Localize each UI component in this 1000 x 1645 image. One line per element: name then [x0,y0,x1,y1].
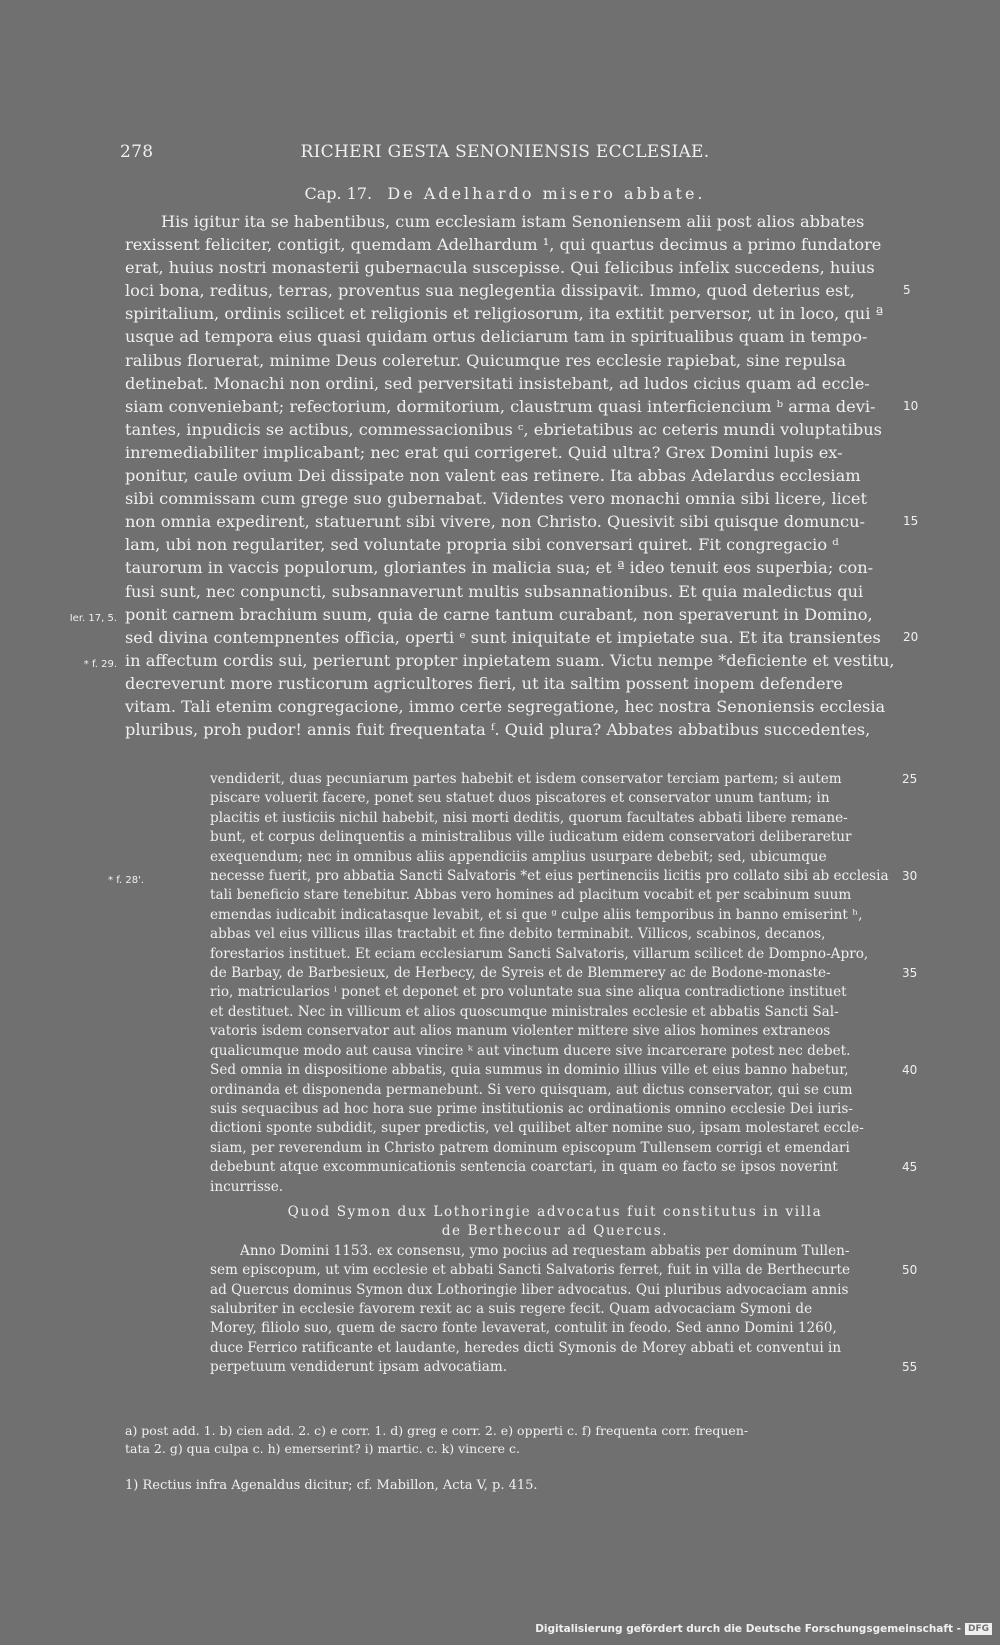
text-line [210,770,918,789]
text-line [125,487,895,510]
line-text: in affectum cordis sui, perierunt propter inpietatem suam. Victu nempe *deficiente et vestitu, [125,650,895,670]
dfg-logo: DFG [965,1623,992,1635]
line-number: 10 [903,398,919,413]
line-number: 25 [902,772,918,786]
line-number: 40 [902,1063,918,1078]
text-line [125,556,895,579]
chapter-label: Cap. 17. [304,184,373,203]
text-line [125,233,895,256]
line-text: vitam. Tali etenim congregacione, immo certe segregatione, hec nostra Senoniensis ecclesia [125,696,886,716]
line-text: et destituet. Nec in villicum et alios quoscumque ministrales ecclesie et abbatis Sancti Sal- [210,1003,839,1020]
line-text: tali beneficio stare tenebitur. Abbas vero homines ad placitum vocabit et per scabinum suum [210,887,852,904]
text-line [69,603,895,626]
line-text: ordinanda et disponenda permanebunt. Si vero quisquam, aut dictus conservator, qui se cum [210,1081,853,1098]
line-text: decreverunt more rusticorum agricultores fieri, ut ita saltim possent inopem defendere [125,673,843,693]
line-text: tantes, inpudicis se actibus, commessacionibus ᶜ, ebrietatibus ac ceteris mundi voluptatibus [125,419,882,439]
line-text: erat, huius nostri monasterii gubernacula suscepisse. Qui felicibus infelix succedens, huius [125,258,875,278]
line-text: vatoris isdem conservator aut alios manum violenter mittere sive alios homines extraneos [210,1023,831,1040]
line-text: taurorum in vaccis populorum, gloriantes in malicia sua; et ª ideo tenuit eos superbia; con- [125,558,874,578]
text-line [125,372,895,395]
line-text: pluribus, proh pudor! annis fuit frequentata ᶠ. Quid plura? Abbates abbatibus succedentes, [125,720,871,740]
text-line [210,964,918,983]
text-line [83,649,895,672]
text-line [210,1061,918,1080]
line-text: abbas vel eius villicus illas tractabit et fine debito terminabit. Villicos, scabinos, decanos, [210,926,826,943]
text-line [125,580,895,603]
text-line [210,906,900,925]
line-text: sed divina contempnentes officia, operti ᵉ sunt iniquitate et impietate sua. Et ita transientes [125,627,881,647]
line-text: forestarios instituet. Et eciam ecclesiarum Sancti Salvatoris, villarum scilicet de Dompno-Apro, [210,945,869,962]
text-line [210,789,900,808]
text-line [210,886,900,905]
text-line [125,441,895,464]
line-text: Anno Domini 1153. ex consensu, ymo pocius ad requestam abbatis per dominum Tullen- [240,1242,850,1259]
line-text: necesse fuerit, pro abbatia Sancti Salvatoris *et eius pertinenciis licitis pro collato sibi ab ecclesia [210,868,889,885]
funding-notice [535,1623,992,1635]
line-text: siam conveniebant; refectorium, dormitorium, claustrum quasi interficiencium ᵇ arma devi- [125,396,876,416]
line-number: 35 [902,966,918,981]
line-text: salubriter in ecclesie favorem rexit ac a suis regere fecit. Quam advocaciam Symoni de [210,1300,813,1317]
text-line [125,349,895,372]
chapter-heading [120,184,890,203]
text-line [125,256,895,279]
line-number: 15 [903,514,919,529]
line-text: sibi commissam cum grege suo gubernabat. Videntes vero monachi omnia sibi licere, licet [125,489,867,509]
text-line [210,1003,900,1022]
text-line [210,848,900,867]
line-number: 30 [902,869,918,884]
line-number: 20 [903,629,919,644]
line-text: duce Ferrico ratificante et laudante, heredes dicti Symonis de Morey abbati et conventui in [210,1339,842,1356]
main-text [69,210,919,741]
text-line [210,983,900,1002]
text-line [210,1119,900,1138]
text-line [125,279,911,302]
line-text: ponitur, caule ovium Dei dissipate non valent eas retinere. Ita abbas Adelardus ecclesiam [125,466,861,486]
line-text: rexissent feliciter, contigit, quemdam Adelhardum ¹, qui quartus decimus a primo fundatore [125,235,882,255]
line-text: suis sequacibus ad hoc hora sue prime institutionis ac ordinationis omnino ecclesie Dei iuris- [210,1100,853,1117]
line-text: detinebat. Monachi non ordini, sed perversitati insistebant, ad ludos cicius quam ad eccle- [125,373,870,393]
text-line [125,626,919,649]
text-line [210,809,900,828]
critical-apparatus [125,1422,905,1458]
text-line [210,1139,900,1158]
margin-reference: * f. 29. [83,658,117,670]
text-line [125,464,895,487]
line-text: Morey, filiolo suo, quem de sacro fonte levaverat, contulit in feodo. Sed anno Domini 1260, [210,1320,837,1337]
text-line [210,1358,918,1377]
text-line [210,1100,900,1119]
line-text: usque ad tempora eius quasi quidam ortus deliciarum tam in spiritualibus quam in tempo- [125,327,868,347]
line-text: qualicumque modo aut causa vincire ᵏ aut vinctum ducere sive incarcerare potest nec debet. [210,1042,851,1059]
text-line [210,1022,900,1041]
line-number: 5 [903,283,911,298]
chapter-title: De Adelhardo misero abbate. [387,184,706,203]
line-text: Sed omnia in dispositione abbatis, quia summus in dominio illius ville et eius banno habetur, [210,1062,849,1079]
line-text: de Barbay, de Barbesieux, de Herbecy, de Syreis et de Blemmerey ac de Bodone-monaste- [210,965,831,982]
line-text: non omnia expedirent, statuerunt sibi vivere, non Christo. Quesivit sibi quisque domuncu- [125,512,865,532]
text-line [210,1242,900,1261]
text-line [125,533,895,556]
text-line [210,1158,918,1177]
line-text: emendas iudicabit indicatasque levabit, et si que ᵍ culpe aliis temporibus in banno emiserint ʰ, [210,906,863,923]
notes-text [108,770,918,1378]
text-line [108,867,918,887]
text-line [210,1261,918,1280]
line-text: de Berthecour ad Quercus. [441,1223,669,1240]
text-line [125,395,919,418]
margin-reference: Ier. 17, 5. [69,612,117,624]
text-line [125,695,895,718]
text-line [125,718,895,741]
line-text: exequendum; nec in omnibus aliis appendiciis amplius usurpare debebit; sed, ubicumque [210,848,827,865]
line-text: fusi sunt, nec conpuncti, subsannaverunt multis subsannationibus. Et quia maledictus qui [125,581,864,601]
section-heading-line [210,1203,900,1222]
text-line [210,1339,900,1358]
line-text: spiritalium, ordinis scilicet et religionis et religiosorum, ita extitit perversor, ut in loco, qui ª [125,304,884,324]
apparatus-line: a) post add. 1. b) cien add. 2. c) e corr. 1. d) greg e corr. 2. e) opperti c. f) frequenta corr. frequen- [125,1423,749,1438]
apparatus-line: tata 2. g) qua culpa c. h) emerserint? i) martic. c. k) vincere c. [125,1441,520,1456]
line-text: ralibus floruerat, minime Deus coleretur. Quicumque res ecclesie rapiebat, sine repulsa [125,350,847,370]
text-line [125,302,895,325]
line-text: dictioni sponte subdidit, super predictis, vel quilibet alter nomine suo, ipsam molestaret eccle- [210,1120,864,1137]
line-text: siam, per reverendum in Christo patrem dominum episcopum Tullensem corrigi et emendari [210,1139,850,1156]
line-text: placitis et iusticiis nichil habebit, nisi morti deditis, quorum facultates abbati libere remane- [210,809,848,826]
text-line [210,1300,900,1319]
text-line [125,672,895,695]
text-line [210,945,900,964]
footnote-text: 1) Rectius infra Agenaldus dicitur; cf. Mabillon, Acta V, p. 415. [125,1478,538,1493]
line-text: incurrisse. [210,1178,284,1195]
running-title: RICHERI GESTA SENONIENSIS ECCLESIAE. [300,142,710,162]
line-number: 50 [902,1263,918,1278]
funding-text: Digitalisierung gefördert durch die Deutsche Forschungsgemeinschaft - [535,1623,961,1635]
text-line [210,1042,900,1061]
text-line [210,925,900,944]
text-line [210,1319,900,1338]
margin-reference: * f. 28'. [108,875,144,887]
section-heading-line [210,1222,900,1241]
line-number: 55 [902,1360,918,1375]
line-number: 45 [902,1160,918,1175]
line-text: debebunt atque excommunicationis sentencia coarctari, in quam eo facto se ipsos noverint [210,1159,838,1176]
line-text: ponit carnem brachium suum, quia de carne tantum curabant, non speraverunt in Domino, [125,604,873,624]
line-text: sem episcopum, ut vim ecclesie et abbati Sancti Salvatoris ferret, fuit in villa de Berthecurte [210,1262,850,1279]
line-text: vendiderit, duas pecuniarum partes habebit et isdem conservator terciam partem; si autem [210,771,842,787]
text-line [125,325,895,348]
line-text: rio, matricularios ⁱ ponet et deponet et pro voluntate sua sine aliqua contradictione instituet [210,984,847,1001]
text-line [210,1081,900,1100]
line-text: ad Quercus dominus Symon dux Lothoringie liber advocatus. Qui pluribus advocaciam annis [210,1281,849,1298]
line-text: lam, ubi non regulariter, sed voluntate propria sibi conversari quiret. Fit congregacio ᵈ [125,535,839,555]
line-text: bunt, et corpus delinquentis a ministralibus ville iudicatum eidem conservatori deliberaretur [210,829,852,846]
text-line [210,1178,900,1197]
line-text: inremediabiliter implicabant; nec erat qui corrigeret. Quid ultra? Grex Domini lupis ex- [125,442,843,462]
line-text: loci bona, reditus, terras, proventus sua neglegentia dissipavit. Immo, quod deterius est, [125,281,855,301]
text-line [125,210,895,233]
text-line [125,510,919,533]
line-text: His igitur ita se habentibus, cum ecclesiam istam Senoniensem alii post alios abbates [161,212,865,231]
line-text: Quod Symon dux Lothoringie advocatus fuit constitutus in villa [287,1203,823,1220]
text-line [210,828,900,847]
text-line [210,1281,900,1300]
page-number: 278 [120,142,154,162]
footnote [125,1478,905,1493]
line-text: piscare voluerit facere, ponet seu statuet duos piscatores et conservator unum tantum; in [210,790,830,807]
text-line [125,418,895,441]
line-text: perpetuum vendiderunt ipsam advocatiam. [210,1359,508,1376]
